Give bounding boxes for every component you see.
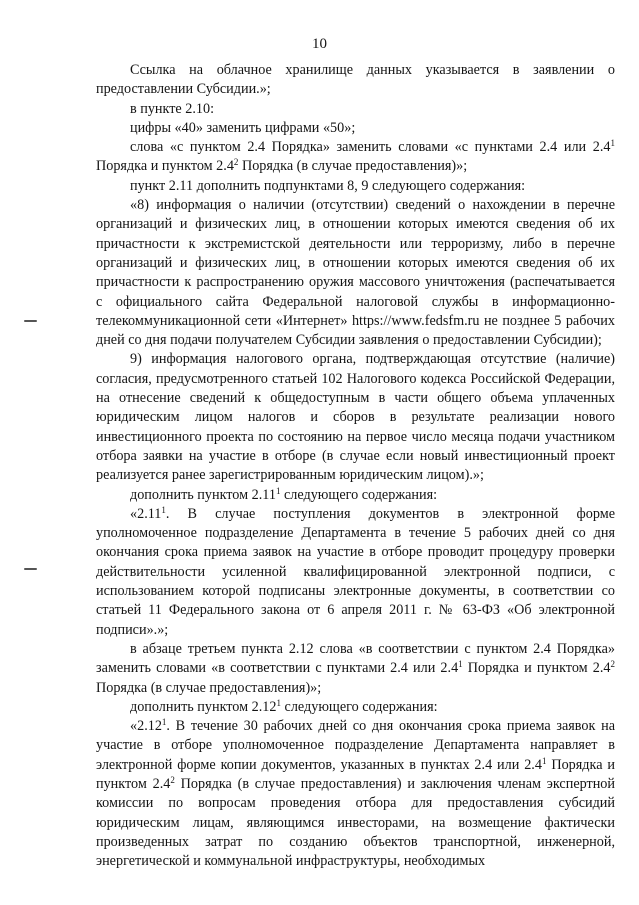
paragraph-p6: «8) информация о наличии (отсутствии) сведений о нахождении в перечне организаций и физических лиц, в отношении которых имеются сведения об их причастности к экстремистской деятельности или терроризму, либо в перечне организаций и физических лиц, в отношении которых имеются сведения об их причастности к распространению оружия массового уничтожения (распечатывается с официального сайта Федеральной налоговой службы в информационно-телекоммуникационной сети «Интернет» https://www.fedsfm.ru не позднее 5 рабочих дней со дня подачи получателем Субсидии заявления о предоставлении Субсидии); xyxy=(96,197,615,349)
paragraph-p2: в пункте 2.10: xyxy=(130,100,215,117)
paragraph-p11: дополнить пунктом 2.12$^1$ следующего содержания: xyxy=(130,697,438,715)
paragraph-p5: пункт 2.11 дополнить подпунктами 8, 9 следующего содержания: xyxy=(130,177,526,194)
scan-mark xyxy=(24,568,37,570)
paragraph-p1: Ссылка на облачное хранилище данных указывается в заявлении о предоставлении Субсидии.»; xyxy=(96,62,615,98)
paragraph-p3: цифры «40» заменить цифрами «50»; xyxy=(130,119,356,136)
paragraph-p10: в абзаце третьем пункта 2.12 слова «в соответствии с пунктом 2.4 Порядка» заменить словами «в соответствии с пунктами 2.4 или $2.4^1$ Порядка и пунктом $2.4^2$ Порядка (в случае предоставления)»; xyxy=(96,640,615,696)
document-body xyxy=(96,61,615,871)
page-number: 10 xyxy=(312,36,327,52)
scan-mark xyxy=(24,320,37,322)
paragraph-p9: «2.11$^1$. В случае поступления документов в электронной форме уполномоченное подразделение Департамента в течение 5 рабочих дней со дня окончания срока приема заявок на участие в отборе проводит процедуру проверки действительности усиленной квалифицированной электронной подписи, с использованием которой подписаны электронные документы, в соответствии со статьей 11 Федерального закона от 6 апреля 2011 г. № 63-ФЗ «Об электронной подписи».»; xyxy=(96,504,615,638)
paragraph-p4: слова «с пунктом 2.4 Порядка» заменить словами «с пунктами 2.4 или $2.4^1$ Порядка и пунктом $2.4^2$ Порядка (в случае предоставления)»; xyxy=(96,138,615,175)
paragraph-p12: «2.12$^1$. В течение 30 рабочих дней со дня окончания срока приема заявок на участие в отборе уполномоченное подразделение Департамента направляет в электронной форме копии документов, указанных в пунктах 2.4 или $2.4^1$ Порядка и пунктом $2.4^2$ Порядка (в случае предоставления) и заключения членам экспертной комиссии по вопросам проведения отбора для предоставления субсидий юридическим лицам, являющимся инвесторами, на возмещение фактически произведенных затрат по созданию объектов транспортной, инженерной, энергетической и коммунальной инфраструктуры, необходимых xyxy=(96,717,615,870)
paragraph-p8: дополнить пунктом 2.11$^1$ следующего содержания: xyxy=(130,485,438,503)
paragraph-p7: 9) информация налогового органа, подтверждающая отсутствие (наличие) согласия, предусмотренного статьей 102 Налогового кодекса Российской Федерации, на отнесение сведений к общедоступным в части общего объема уплаченных юридическим лицом налогов и сборов в результате реализации нового инвестиционного проекта по состоянию на первое число месяца подачи участником отбора заявки на участие в отборе (в случае если новый инвестиционный проект реализуется ранее зарегистрированным юридическим лицом).»; xyxy=(96,351,615,484)
